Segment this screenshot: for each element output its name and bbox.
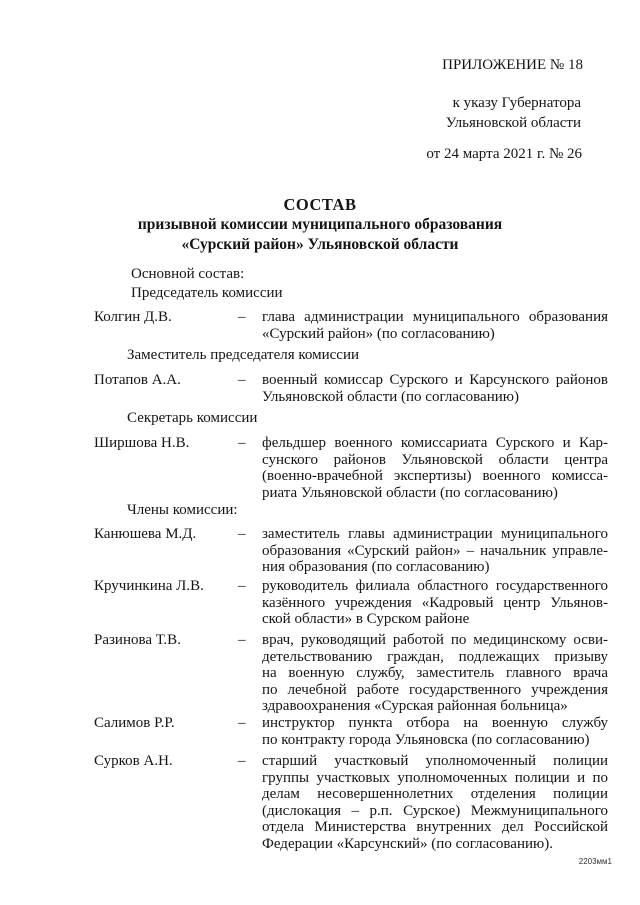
member-role-shirshova: фельдшер военного комиссариата Сурского и Кар- сунского районов Ульяновской области центра (военно-врачебной экспертизы) военного комисса- риата Ульяновской области (по согласованию) bbox=[262, 435, 608, 501]
document-stamp: 2203мм1 bbox=[578, 857, 612, 866]
dash: – bbox=[238, 372, 246, 388]
section-secretary: Секретарь комиссии bbox=[127, 410, 258, 426]
member-name-kruchinkina: Кручинкина Л.В. bbox=[94, 578, 204, 594]
dash: – bbox=[238, 309, 246, 325]
member-name-kanyusheva: Канюшева М.Д. bbox=[94, 526, 197, 542]
appendix-number: ПРИЛОЖЕНИЕ № 18 bbox=[442, 57, 583, 73]
dash: – bbox=[238, 435, 246, 451]
dash: – bbox=[238, 526, 246, 542]
document-title bbox=[0, 195, 640, 255]
decree-line-2: Ульяновской области bbox=[445, 115, 581, 131]
dash: – bbox=[238, 753, 246, 769]
member-name-razinova: Разинова Т.В. bbox=[94, 632, 181, 648]
member-name-surkov: Сурков А.Н. bbox=[94, 753, 173, 769]
dash: – bbox=[238, 632, 246, 648]
section-deputy: Заместитель председателя комиссии bbox=[127, 347, 360, 363]
member-name-shirshova: Ширшова Н.В. bbox=[94, 435, 190, 451]
member-role-potapov: военный комиссар Сурского и Карсунского районов Ульяновской области (по согласованию) bbox=[262, 372, 608, 405]
member-role-salimov: инструктор пункта отбора на военную службу по контракту города Ульяновска (по согласованию) bbox=[262, 715, 608, 748]
decree-line-1: к указу Губернатора bbox=[452, 95, 581, 111]
member-role-kanyusheva: заместитель главы администрации муниципального образования «Сурский район» – начальник управле- ния образования (по согласованию) bbox=[262, 526, 608, 575]
section-chairman: Председатель комиссии bbox=[131, 285, 283, 301]
member-role-kolgin: глава администрации муниципального образования «Сурский район» (по согласованию) bbox=[262, 309, 608, 342]
title-line-3: «Сурский район» Ульяновской области bbox=[181, 236, 459, 253]
member-name-salimov: Салимов Р.Р. bbox=[94, 715, 175, 731]
member-name-kolgin: Колгин Д.В. bbox=[94, 309, 172, 325]
section-members: Члены комиссии: bbox=[127, 502, 238, 518]
member-role-razinova: врач, руководящий работой по медицинскому осви- детельствованию граждан, подлежащих призыву на военную службу, заместитель главного врача по лечебной работе государственного учреждения здравоохранения «Сурская районная больница» bbox=[262, 632, 608, 714]
decree-date: от 24 марта 2021 г. № 26 bbox=[426, 146, 582, 162]
title-line-2: призывной комиссии муниципального образования bbox=[137, 216, 503, 233]
member-role-kruchinkina: руководитель филиала областного государственного казённого учреждения «Кадровый центр Ульянов- ской области» в Сурском районе bbox=[262, 578, 608, 627]
section-main: Основной состав: bbox=[131, 266, 245, 282]
title-line-1: СОСТАВ bbox=[283, 195, 357, 214]
dash: – bbox=[238, 578, 246, 594]
decree-reference bbox=[446, 93, 581, 133]
member-name-potapov: Потапов А.А. bbox=[94, 372, 181, 388]
dash: – bbox=[238, 715, 246, 731]
member-role-surkov: старший участковый уполномоченный полиции группы участковых уполномоченных полиции и по делам несовершеннолетних отделения полиции (дислокация – р.п. Сурское) Межмуниципального отдела Министерства внутренних дел Российской Федерации «Карсунский» (по согласованию). bbox=[262, 753, 608, 852]
